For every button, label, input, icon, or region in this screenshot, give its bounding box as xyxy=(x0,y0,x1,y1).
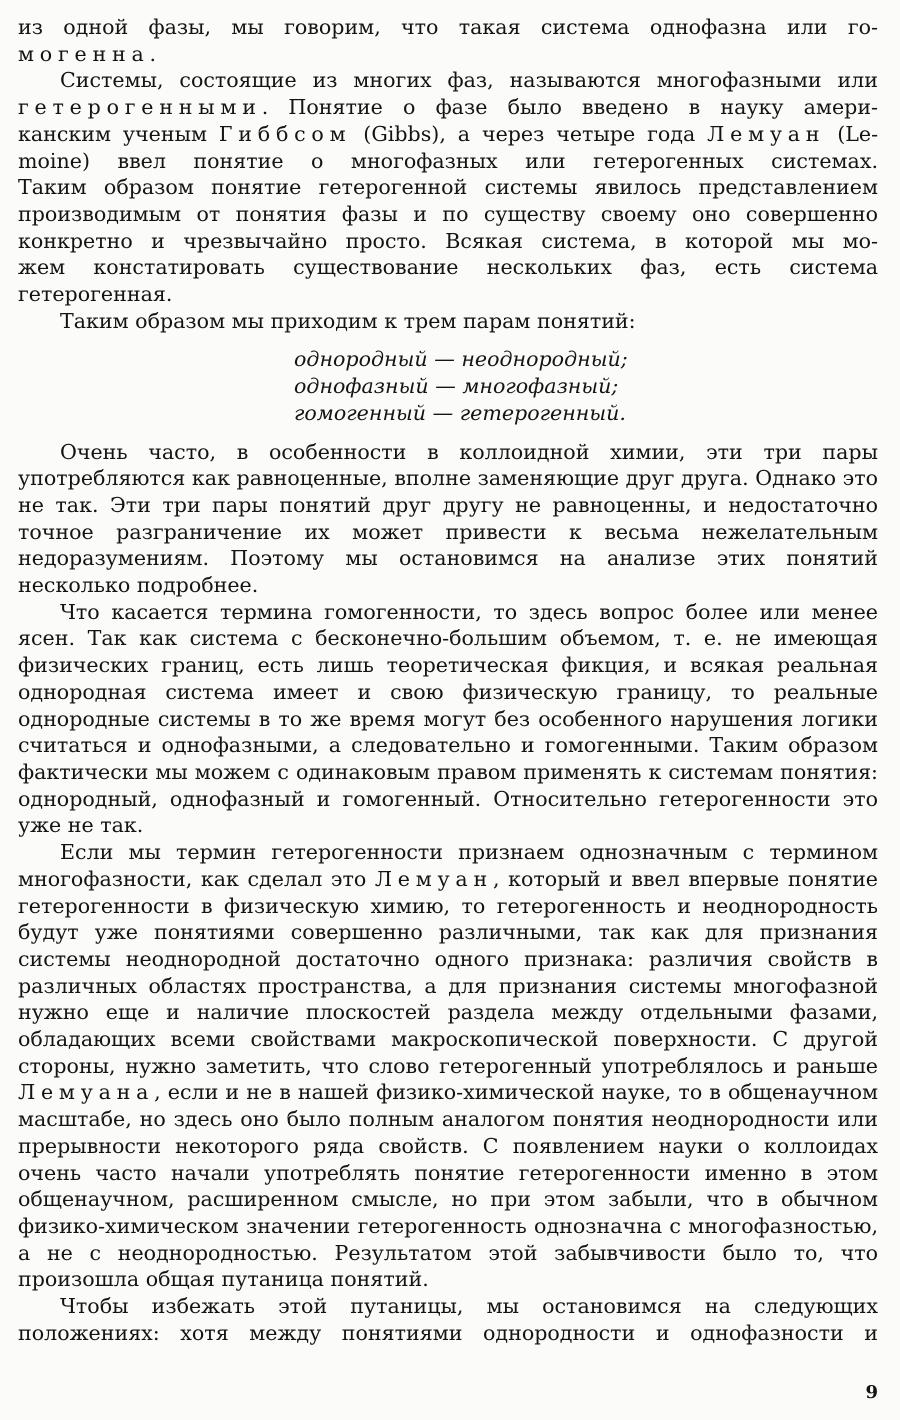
paragraph-line: жем констатировать существование нескольких фаз, есть система xyxy=(18,255,878,280)
paragraph-line: moine) ввел понятие о многофазных или гетерогенных системах. xyxy=(18,148,878,173)
paragraph: Что касается термина гомогенности, то здесь вопрос более или менее ясен. Так как система с бесконечно-большим объемом, т. е. не имеющая физических границ, есть лишь теоретическая фикция, и всякая реальная однородная система имеет и свою физическую границу, то реальные однородные системы в то же время могут без особенного нарушения логики считаться и однофазными, а следовательно и гомогенными. Таким образом фактически мы можем с одинаковым правом применять к системам понятия: однородный, однофазный и гомогенный. Относительно гетерогенности это уже не так. xyxy=(18,599,878,838)
spaced-name: Лемуана xyxy=(18,1080,155,1105)
term-pair: гомогенный — гетерогенный. xyxy=(294,400,626,425)
term-pairs-list xyxy=(294,346,674,426)
paragraph: Очень часто, в особенности в коллоидной химии, эти три пары употребляются как равноценные, вполне заменяющие друг друга. Однако это не так. Эти три пары понятий друг другу не равноценны, и недостаточно точное разграничение их может привести к весьма нежелательным недоразумениям. Поэтому мы остановимся на анализе этих понятий несколько подробнее. xyxy=(18,439,878,598)
spaced-term: могенна xyxy=(18,41,150,66)
spaced-name: Гиббсом xyxy=(218,121,352,146)
paragraph-line: конкретно и чрезвычайно просто. Всякая система, в которой мы мо- xyxy=(18,228,878,253)
paragraph-line: гетерогенными. Понятие о фазе было введено в науку амери- xyxy=(18,95,878,120)
term-pair: однофазный — многофазный; xyxy=(294,374,619,399)
paragraph-line: канским ученым Гиббсом (Gibbs), а через четыре года Лемуан (Le- xyxy=(18,121,879,146)
term-pair: однородный — неоднородный; xyxy=(294,347,628,372)
paragraph: Если мы термин гетерогенности признаем однозначным с термином многофазности, как сделал это Лемуан, который и ввел впервые понятие гетерогенности в физическую химию, то гетерогенность и неоднородность будут уже понятиями совершенно различными, так как для признания системы неоднородной достаточно одного признака: различия свойств в различных областях пространства, а для признания системы многофазной нужно еще и наличие плоскостей раздела между отдельными фазами, обладающих всеми свойствами макроскопической поверхности. С другой стороны, нужно заметить, что слово гетерогенный употреблялось и раньше Лемуана, если и не в нашей физико-химической науке, то в общенаучном масштабе, но здесь оно было полным аналогом понятия неоднородности или прерывности некоторого ряда свойств. С появлением науки о коллоидах очень часто начали употреблять понятие гетерогенности именно в этом общенаучном, расширенном смысле, но при этом забыли, что в обычном физико-химическом значении гетерогенность однозначна с многофазностью, а не с неоднородностью. Результатом этой забывчивости было то, что произошла общая путаница понятий. xyxy=(18,840,878,1292)
paragraph-intro-terms: Таким образом мы приходим к трем парам понятий: xyxy=(60,308,636,333)
paragraph: Чтобы избежать этой путаницы, мы остановимся на следующих положениях: хотя между понятиями однородности и однофазности и xyxy=(18,1294,878,1345)
paragraph-line: Системы, состоящие из многих фаз, называются многофазными или xyxy=(60,68,878,93)
paragraph-continuation: из одной фазы, мы говорим, что такая система однофазна или го- xyxy=(18,15,878,39)
paragraph-line: производимым от понятия фазы и по существу своему оно совершенно xyxy=(18,201,878,226)
paragraph-line: Таким образом понятие гетерогенной системы явилось представлением xyxy=(18,175,878,200)
paragraph-continuation-end: могенна. xyxy=(18,41,157,66)
body-text xyxy=(18,14,878,1346)
spaced-name: Лемуан xyxy=(374,866,493,891)
paragraph-line: гетерогенная. xyxy=(18,282,173,307)
spaced-name: Лемуан xyxy=(707,121,826,146)
spaced-term: гетерогенными xyxy=(18,95,262,120)
page-number: 9 xyxy=(865,1382,878,1403)
